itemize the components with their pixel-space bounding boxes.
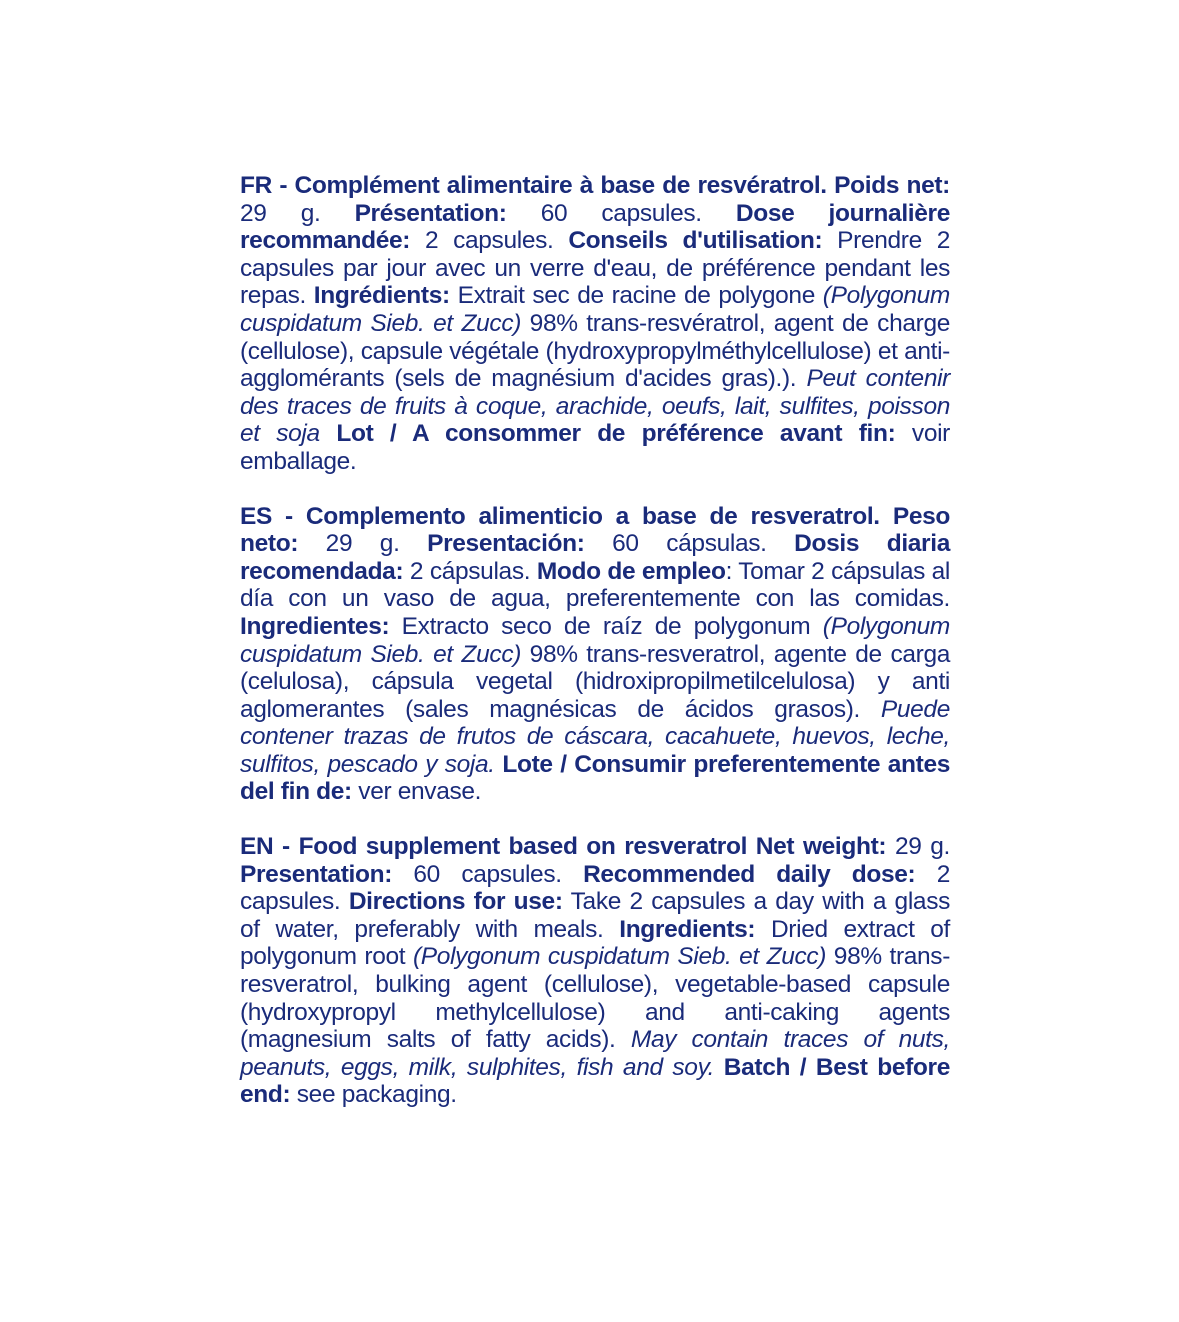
fr-net-weight-label: Poids net:	[834, 172, 950, 199]
es-dose-label: Dosis diaria recomendada:	[240, 530, 950, 585]
es-batch-value: ver envase.	[351, 778, 482, 806]
fr-presentation-value: 60 capsules.	[506, 199, 702, 227]
en-ingredients-label: Ingredients:	[619, 915, 756, 943]
fr-net-weight-value: 29 g.	[240, 199, 321, 227]
es-net-weight-label: Peso neto:	[240, 502, 950, 558]
fr-ingredients-rest: 98% trans-resvératrol, agent de charge (cellulose), capsule végétale (hydroxypropylméthylcellulose) et anti-agglomérants (sels de magnésium d'acides gras).).	[240, 309, 950, 393]
es-net-weight-value: 29 g.	[298, 530, 400, 558]
fr-directions-label: Conseils d'utilisation:	[568, 227, 823, 255]
es-dose-value: 2 cápsulas.	[403, 557, 531, 585]
fr-batch-value: voir emballage.	[240, 420, 950, 475]
fr-batch-label: Lot / A consommer de préférence avant fin:	[336, 420, 896, 448]
es-header: ES - Complemento alimenticio a base de resveratrol.	[240, 502, 880, 530]
fr-presentation-label: Présentation:	[354, 199, 507, 227]
en-allergens: May contain traces of nuts, peanuts, eggs, milk, sulphites, fish and soy.	[240, 1026, 950, 1081]
fr-ingredients-value: Extrait sec de racine de polygone	[449, 282, 823, 310]
en-latin-name: (Polygonum cuspidatum Sieb. et Zucc)	[412, 943, 827, 971]
en-header: EN - Food supplement based on resveratrol	[240, 833, 748, 861]
en-ingredients-rest: 98% trans-resveratrol, bulking agent (cellulose), vegetable-based capsule (hydroxypropyl methylcellulose) and anti-caking agents (magnesium salts of fatty acids).	[240, 943, 951, 1054]
es-latin-name: (Polygonum cuspidatum Sieb. et Zucc)	[240, 612, 950, 668]
fr-allergens: Peut contenir des traces de fruits à coque, arachide, oeufs, lait, sulfites, poisson et soja	[240, 365, 950, 448]
en-batch-value: see packaging.	[290, 1081, 457, 1109]
label-section-es	[240, 503, 950, 807]
es-presentation-label: Presentación:	[427, 530, 585, 558]
es-ingredients-rest: 98% trans-resveratrol, agente de carga (celulosa), cápsula vegetal (hidroxipropilmetilcelulosa) y anti aglomerantes (sales magnésicas de ácidos grasos).	[240, 640, 950, 723]
es-batch-label: Lote / Consumir preferentemente antes del fin de:	[240, 750, 951, 806]
en-dose-value: 2 capsules.	[240, 860, 950, 916]
es-presentation-value: 60 cápsulas.	[584, 530, 767, 558]
es-ingredients-value: Extracto seco de raíz de polygonum	[389, 612, 823, 640]
label-section-en	[240, 833, 950, 1109]
label-section-fr	[240, 172, 950, 476]
fr-header: FR - Complément alimentaire à base de resvératrol.	[240, 172, 827, 199]
en-net-weight-value: 29 g.	[886, 833, 950, 861]
es-ingredients-label: Ingredientes:	[240, 612, 390, 640]
en-presentation-value: 60 capsules.	[392, 860, 562, 888]
en-presentation-label: Presentation:	[240, 860, 393, 888]
en-ingredients-value: Dried extract of polygonum root	[240, 915, 950, 971]
fr-dose-label: Dose journalière recommandée:	[240, 199, 950, 255]
fr-dose-value: 2 capsules.	[410, 227, 554, 255]
fr-ingredients-label: Ingrédients:	[313, 282, 450, 310]
es-allergens: Puede contener trazas de frutos de cáscara, cacahuete, huevos, leche, sulfitos, pescado y soja.	[240, 695, 950, 778]
en-dose-label: Recommended daily dose:	[583, 860, 916, 888]
en-batch-label: Batch / Best before end:	[240, 1053, 950, 1109]
fr-latin-name: (Polygonum cuspidatum Sieb. et Zucc)	[240, 282, 950, 337]
product-label-text	[240, 172, 950, 1136]
es-directions-value: : Tomar 2 cápsulas al día con un vaso de agua, preferentemente con las comidas.	[240, 557, 950, 613]
en-directions-label: Directions for use:	[348, 888, 563, 916]
en-net-weight-label: Net weight:	[755, 833, 887, 861]
fr-directions-value: Prendre 2 capsules par jour avec un verre d'eau, de préférence pendant les repas.	[240, 227, 951, 310]
es-directions-label: Modo de empleo	[536, 557, 726, 585]
en-directions-value: Take 2 capsules a day with a glass of water, preferably with meals.	[240, 888, 950, 943]
